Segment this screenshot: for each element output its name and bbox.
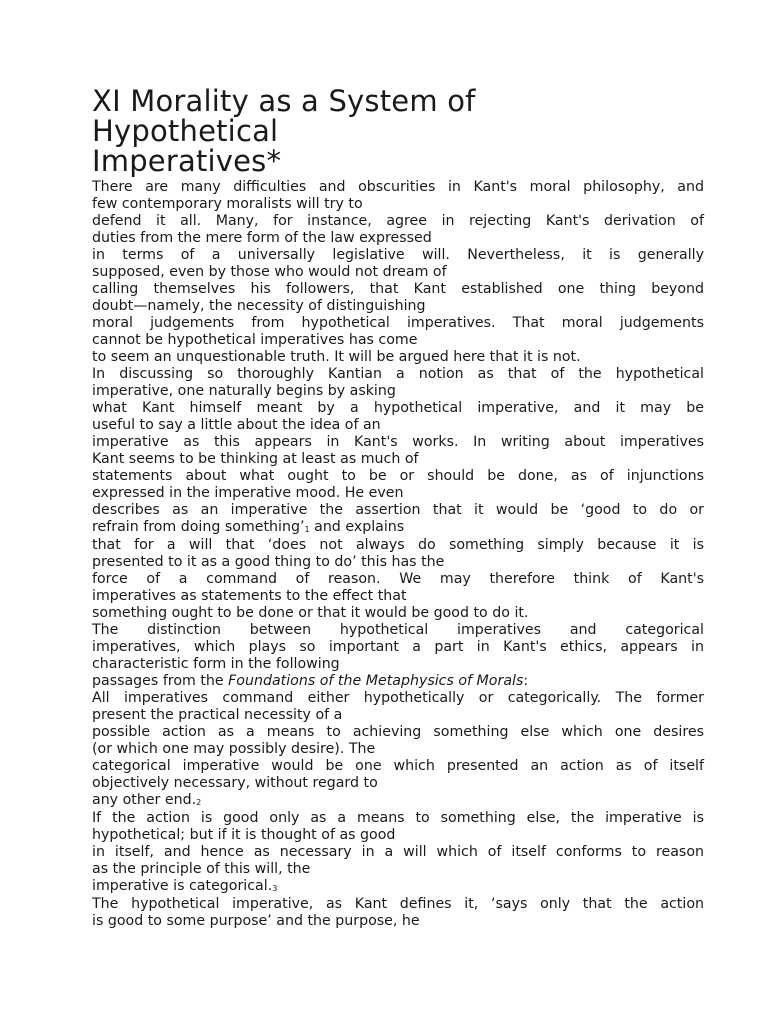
text-line: The distinction between hypothetical imperatives and categorical — [92, 622, 704, 638]
text-line: something ought to be done or that it would be good to do it. — [92, 605, 529, 621]
text-line: imperatives, which plays so important a part in Kant's ethics, appears in — [92, 639, 704, 655]
title-line: Imperatives* — [92, 144, 282, 178]
text-line: possible action as a means to achieving something else which one desires — [92, 724, 704, 740]
text-segment: passages from the — [92, 673, 229, 689]
text-line: In discussing so thoroughly Kantian a notion as that of the hypothetical — [92, 366, 704, 382]
text-line: (or which one may possibly desire). The — [92, 741, 376, 757]
text-line: useful to say a little about the idea of an — [92, 417, 381, 433]
text-line: categorical imperative would be one which presented an action as of itself — [92, 758, 704, 774]
book-title: Foundations of the Metaphysics of Morals — [228, 673, 524, 689]
text-line: defend it all. Many, for instance, agree in rejecting Kant's derivation of — [92, 213, 704, 229]
text-line — [92, 792, 704, 810]
text-line: imperative, one naturally begins by asking — [92, 383, 396, 399]
text-line: present the practical necessity of a — [92, 707, 343, 723]
text-line: hypothetical; but if it is thought of as good — [92, 827, 396, 843]
text-line: objectively necessary, without regard to — [92, 775, 378, 791]
chapter-title — [92, 86, 704, 176]
text-line: in itself, and hence as necessary in a will which of itself conforms to reason — [92, 844, 704, 860]
text-line: to seem an unquestionable truth. It will be argued here that it is not. — [92, 349, 581, 365]
text-line: characteristic form in the following — [92, 656, 340, 672]
text-line: The hypothetical imperative, as Kant defines it, ‘says only that the action — [92, 896, 704, 912]
text-line: as the principle of this will, the — [92, 861, 311, 877]
text-line: few contemporary moralists will try to — [92, 196, 363, 212]
text-line: that for a will that ‘does not always do something simply because it is — [92, 537, 704, 553]
text-line: presented to it as a good thing to do’ this has the — [92, 554, 445, 570]
text-segment: : — [523, 673, 529, 689]
text-line: moral judgements from hypothetical imperatives. That moral judgements — [92, 315, 704, 331]
text-line: statements about what ought to be or should be done, as of injunctions — [92, 468, 704, 484]
text-line: cannot be hypothetical imperatives has come — [92, 332, 418, 348]
text-line: in terms of a universally legislative will. Nevertheless, it is generally — [92, 247, 704, 263]
text-line: If the action is good only as a means to something else, the imperative is — [92, 810, 704, 826]
text-line: what Kant himself meant by a hypothetical imperative, and it may be — [92, 400, 704, 416]
text-segment: refrain from doing something’ — [92, 519, 305, 535]
text-line — [92, 519, 704, 537]
text-line — [92, 878, 704, 896]
text-segment: and explains — [309, 519, 405, 535]
title-line: XI Morality as a System of — [92, 84, 476, 118]
document-page — [92, 86, 704, 930]
text-line: is good to some purpose’ and the purpose, he — [92, 913, 420, 929]
footnote-marker[interactable]: 1 — [304, 525, 310, 534]
footnote-marker[interactable]: 2 — [196, 798, 202, 807]
text-line: describes as an imperative the assertion that it would be ‘good to do or — [92, 502, 704, 518]
text-segment: any other end. — [92, 792, 197, 808]
footnote-marker[interactable]: 3 — [272, 884, 278, 893]
text-segment: imperative is categorical. — [92, 878, 273, 894]
text-line: doubt—namely, the necessity of distinguishing — [92, 298, 426, 314]
text-line: force of a command of reason. We may therefore think of Kant's — [92, 571, 704, 587]
text-line: imperatives as statements to the effect that — [92, 588, 407, 604]
text-line: supposed, even by those who would not dream of — [92, 264, 447, 280]
text-line: There are many difficulties and obscurities in Kant's moral philosophy, and — [92, 179, 704, 195]
body-text — [92, 179, 704, 930]
text-line: duties from the mere form of the law expressed — [92, 230, 432, 246]
text-line: calling themselves his followers, that Kant established one thing beyond — [92, 281, 704, 297]
text-line — [92, 673, 704, 690]
text-line: All imperatives command either hypothetically or categorically. The former — [92, 690, 704, 706]
title-line: Hypothetical — [92, 114, 279, 148]
text-line: expressed in the imperative mood. He even — [92, 485, 404, 501]
text-line: imperative as this appears in Kant's works. In writing about imperatives — [92, 434, 704, 450]
text-line: Kant seems to be thinking at least as much of — [92, 451, 419, 467]
